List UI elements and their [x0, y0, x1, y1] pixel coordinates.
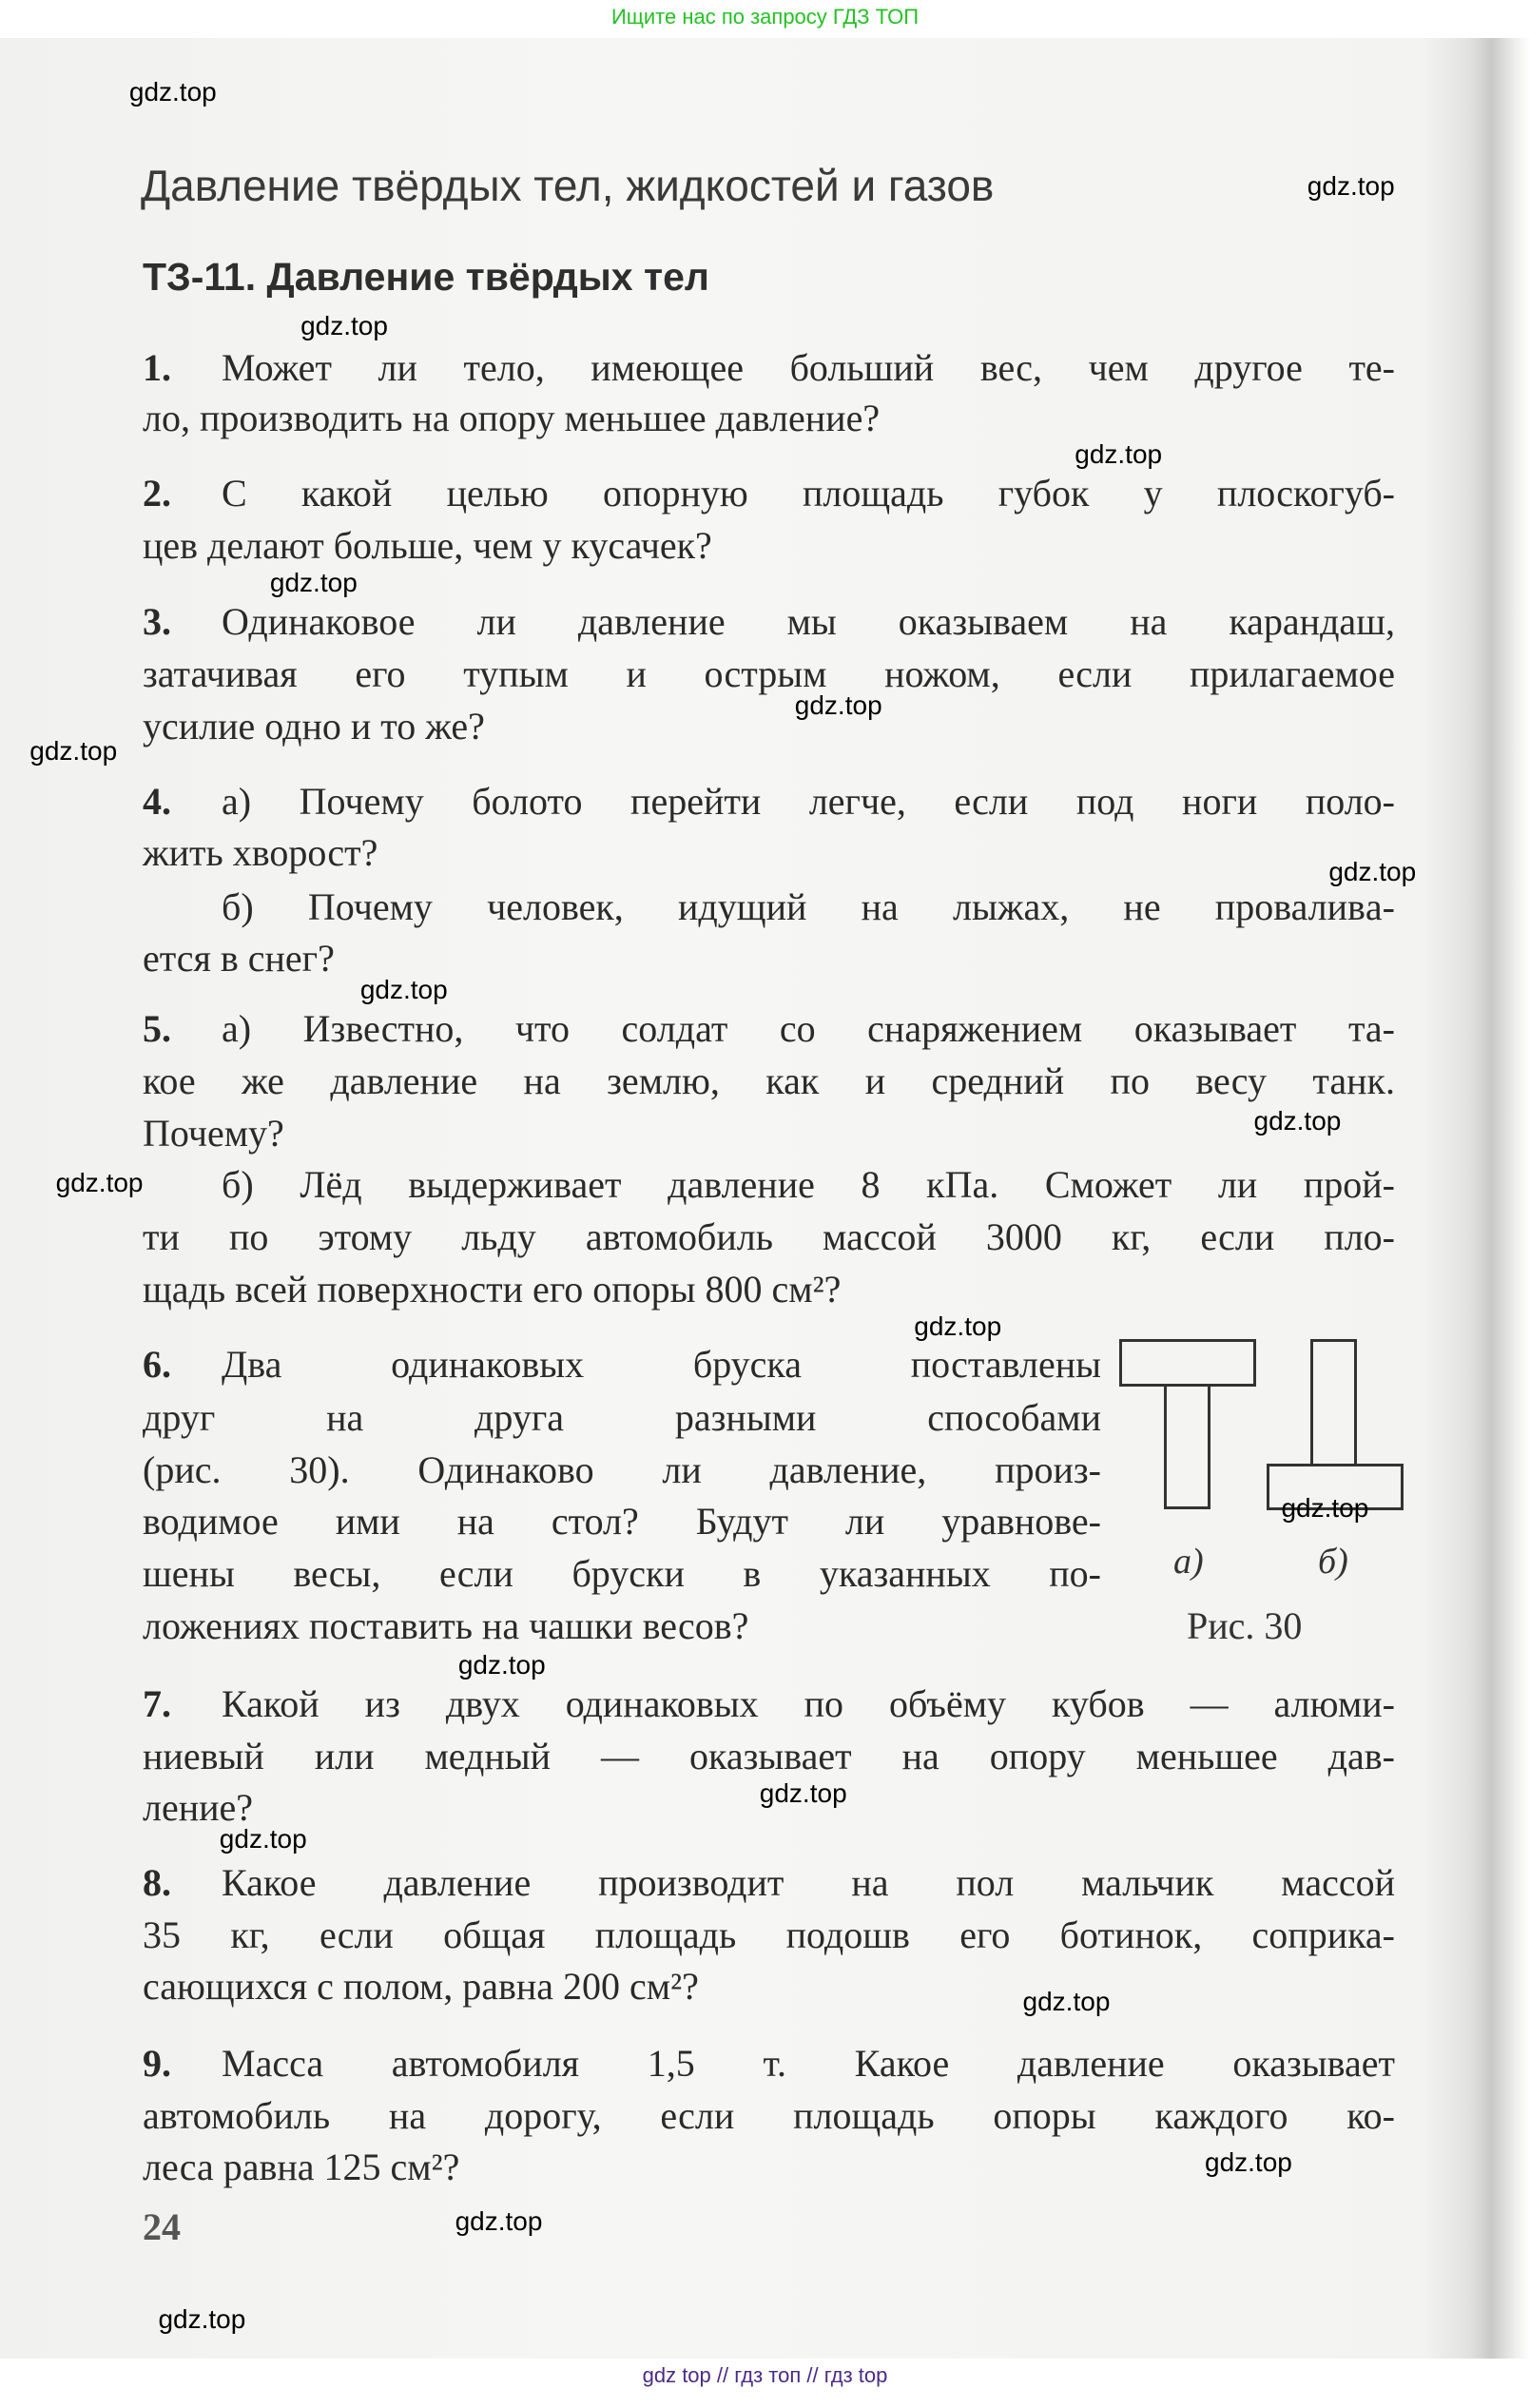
watermark-text: gdz.top — [1205, 2146, 1292, 2177]
question-number: 8. — [143, 1861, 171, 1905]
question-text-line: ление? — [143, 1786, 254, 1830]
question-text-line: Какой из двух одинаковых по объёму кубов — алюми- — [222, 1681, 1395, 1725]
watermark-text: gdz.top — [1075, 438, 1163, 469]
watermark-text: gdz.top — [455, 2206, 543, 2237]
question-text-line: С какой целью опорную площадь губок у плоскогуб- — [222, 472, 1395, 515]
question-text-line: цев делают больше, чем у кусачек? — [143, 523, 712, 567]
watermark-text: gdz.top — [219, 1824, 307, 1855]
question-text-line: Почему? — [143, 1111, 284, 1155]
watermark-text: gdz.top — [29, 736, 118, 767]
question-number: 3. — [143, 600, 171, 644]
question-text-line: автомобиль на дорогу, если площадь опоры каждого ко- — [143, 2093, 1395, 2137]
question-text-line: б) Лёд выдерживает давление 8 кПа. Сможет ли прой- — [222, 1163, 1395, 1207]
question-text-line: Одинаковое ли давление мы оказываем на карандаш, — [222, 600, 1395, 644]
watermark-text: gdz.top — [1281, 1493, 1369, 1524]
question-text-line: сающихся с полом, равна 200 см²? — [143, 1965, 699, 2009]
question-text-line: 35 кг, если общая площадь подошв его ботинок, соприка- — [143, 1913, 1395, 1956]
watermark-text: gdz.top — [794, 689, 882, 720]
figure-caption: Рис. 30 — [1187, 1604, 1303, 1647]
question-number: 7. — [143, 1681, 171, 1725]
block-a-vertical — [1164, 1384, 1210, 1509]
question-text-line: б) Почему человек, идущий на лыжах, не проваливa- — [222, 884, 1395, 928]
question-text-line: ло, производить на опору меньшее давление? — [143, 397, 881, 440]
watermark-text: gdz.top — [759, 1777, 847, 1808]
question-text-line: (рис. 30). Одинаково ли давление, произ- — [143, 1447, 1101, 1491]
question-text-line: водимое ими на стол? Будут ли уравнове- — [143, 1500, 1101, 1544]
watermark-text: gdz.top — [914, 1311, 1002, 1341]
question-text-line: Масса автомобиля 1,5 т. Какое давление оказывает — [222, 2041, 1395, 2085]
section-title: Давление твёрдых тел, жидкостей и газов — [141, 161, 995, 210]
page-number: 24 — [143, 2205, 181, 2248]
figure-label-a: а) — [1173, 1542, 1204, 1582]
question-text-line: а) Известно, что солдат со снаряжением оказывает та- — [222, 1007, 1395, 1051]
question-text-line: шены весы, если бруски в указанных по- — [143, 1552, 1101, 1596]
watermark-text: gdz.top — [359, 975, 448, 1005]
test-heading: ТЗ-11. Давление твёрдых тел — [143, 255, 709, 299]
watermark-text: gdz.top — [1328, 857, 1417, 887]
watermark-text: gdz.top — [1022, 1986, 1111, 2016]
question-number: 4. — [143, 779, 171, 823]
watermark-text: gdz.top — [300, 310, 388, 340]
question-number: 2. — [143, 472, 171, 515]
watermark-text: gdz.top — [269, 568, 358, 598]
watermark-text: gdz.top — [158, 2304, 246, 2335]
question-number: 6. — [143, 1342, 171, 1386]
watermark-text: gdz.top — [1253, 1106, 1342, 1136]
question-text-line: леса равна 125 см²? — [143, 2146, 460, 2189]
question-text-line: усилие одно и то же? — [143, 704, 485, 748]
question-text-line: а) Почему болото перейти легче, если под ноги поло- — [222, 779, 1395, 823]
question-text-line: Два одинаковых бруска поставлены — [222, 1342, 1101, 1386]
watermark-text: gdz.top — [457, 1649, 546, 1680]
watermark-text: gdz.top — [128, 76, 217, 107]
question-text-line: жить хворост? — [143, 831, 378, 875]
question-number: 1. — [143, 346, 171, 390]
block-b-vertical — [1310, 1339, 1357, 1466]
question-text-line: ти по этому льду автомобиль массой 3000 кг, если пло- — [143, 1215, 1395, 1259]
watermark-text: gdz.top — [1307, 171, 1395, 202]
question-text-line: друг на друга разными способами — [143, 1395, 1101, 1439]
question-number: 9. — [143, 2041, 171, 2085]
footer-links[interactable]: gdz top // гдз топ // гдз top — [642, 2363, 888, 2387]
question-text-line: Какое давление производит на пол мальчик массой — [222, 1861, 1395, 1905]
search-banner[interactable]: Ищите нас по запросу ГДЗ ТОП — [610, 5, 920, 29]
question-text-line: ниевый или медный — оказывает на опору меньшее дав- — [143, 1734, 1395, 1777]
question-number: 5. — [143, 1007, 171, 1051]
question-text-line: Может ли тело, имеющее больший вес, чем другое те- — [222, 346, 1395, 390]
figure-label-b: б) — [1318, 1542, 1348, 1582]
question-text-line: ется в снег? — [143, 937, 335, 981]
question-text-line: кое же давление на землю, как и средний по весу танк. — [143, 1058, 1395, 1102]
question-text-line: ложениях поставить на чашки весов? — [143, 1603, 749, 1647]
watermark-text: gdz.top — [55, 1167, 144, 1197]
block-a-horizontal — [1119, 1339, 1256, 1387]
question-text-line: затачивая его тупым и острым ножом, если прилагаемое — [143, 651, 1395, 695]
question-text-line: щадь всей поверхности его опоры 800 см²? — [143, 1267, 842, 1311]
